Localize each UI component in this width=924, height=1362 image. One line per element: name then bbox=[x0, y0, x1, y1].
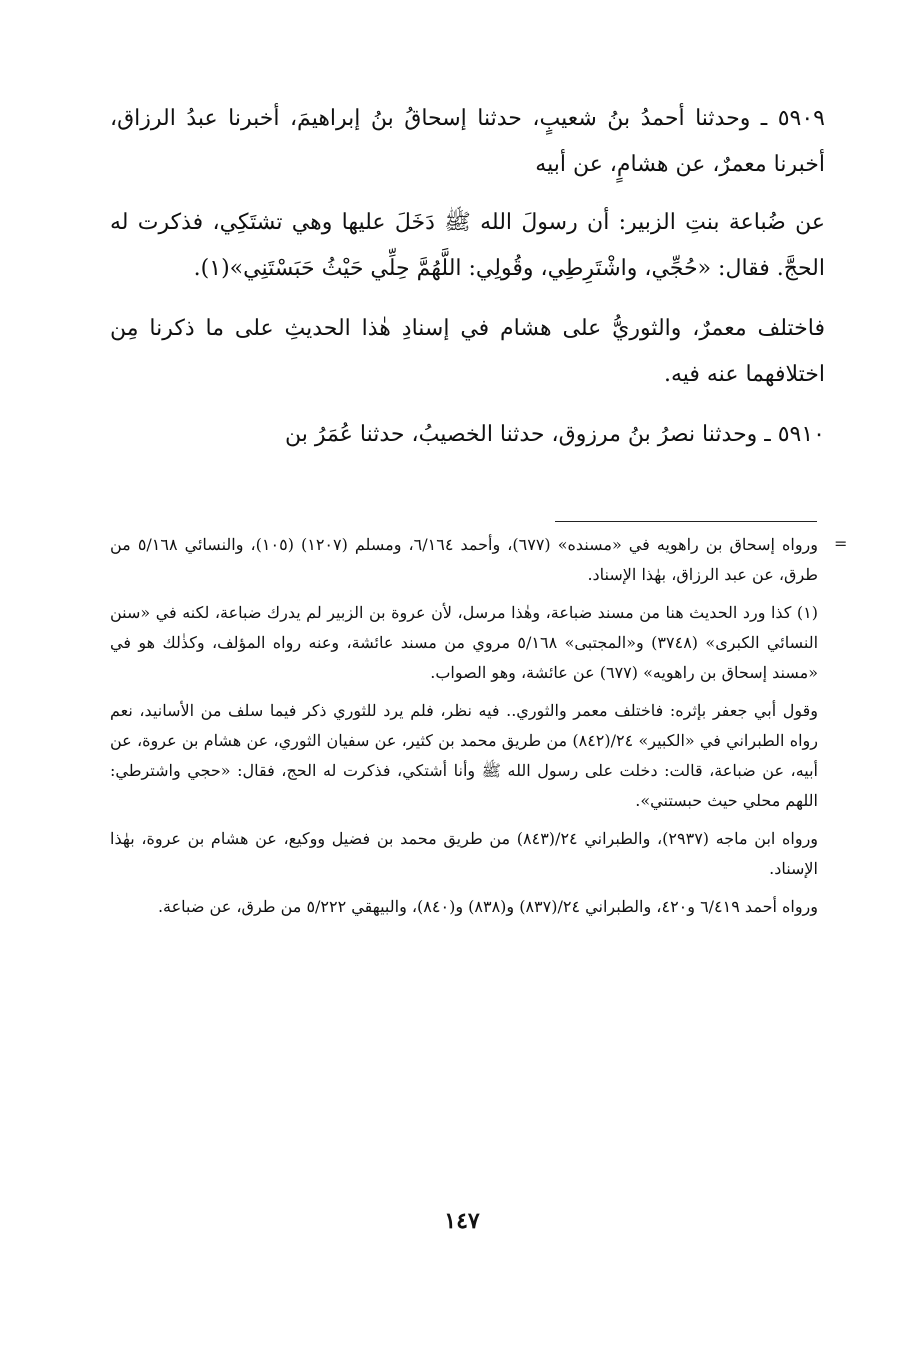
footnote-continuation: ورواه إسحاق بن راهويه في «مسنده» (٦٧٧)، وأحمد ٦/١٦٤، ومسلم (١٢٠٧) (١٠٥)، والنسائي ٥/١٦٨ من طرق، عن عبد الرزاق، بهٰذا الإسناد. bbox=[110, 535, 819, 584]
hadith-5909-matn: عن ضُباعة بنتِ الزبير: أن رسولَ الله ﷺ دَخَلَ عليها وهي تشتَكِي، فذكرت له الحجَّ. فقال: «حُجِّي، واشْتَرِطِي، وقُولِي: اللَّهُمَّ حِلِّي حَيْثُ حَبَسْتَنِي»(١). bbox=[110, 210, 825, 281]
footnote-continuation-marker: = bbox=[834, 534, 848, 553]
footnote-separator bbox=[555, 521, 817, 522]
footnotes bbox=[110, 530, 818, 930]
hadith-5909-isnad: ٥٩٠٩ ـ وحدثنا أحمدُ بنُ شعيبٍ، حدثنا إسحاقُ بنُ إبراهيمَ، أخبرنا عبدُ الرزاق، أخبرنا معمرٌ، عن هشامٍ، عن أبيه bbox=[110, 106, 825, 177]
page-number: ١٤٧ bbox=[444, 1208, 480, 1234]
footnote-1-ahmad: ورواه أحمد ٦/٤١٩ و٤٢٠، والطبراني ٢٤/(٨٣٧) و(٨٣٨) و(٨٤٠)، والبيهقي ٥/٢٢٢ من طرق، عن ضباعة. bbox=[157, 897, 818, 916]
hadith-5910-isnad: ٥٩١٠ ـ وحدثنا نصرُ بنُ مرزوق، حدثنا الخصيبُ، حدثنا عُمَرُ بن bbox=[285, 422, 825, 447]
footnote-1-comment: وقول أبي جعفر بإثره: فاختلف معمر والثوري.. فيه نظر، فلم يرد للثوري ذكر فيما سلف من الأسانيد، نعم رواه الطبراني في «الكبير» ٢٤/(٨٤٢) من طريق محمد بن كثير، عن سفيان الثوري، عن هشام بن عروة، عن أبيه، عن ضباعة، قالت: دخلت على رسول الله ﷺ وأنا أشتكي، فذكرت له الحج، فقال: «حجي واشترطي: اللهم محلي حيث حبستني». bbox=[110, 701, 818, 810]
author-comment: فاختلف معمرٌ، والثوريُّ على هشام في إسنادِ هٰذا الحديثِ على ما ذكرنا مِن اختلافهما عنه فيه. bbox=[110, 316, 825, 387]
footnote-1-ibn-majah: ورواه ابن ماجه (٢٩٣٧)، والطبراني ٢٤/(٨٤٣) من طريق محمد بن فضيل ووكيع، عن هشام بن عروة، بهٰذا الإسناد. bbox=[110, 829, 819, 878]
main-text bbox=[110, 96, 825, 472]
footnote-1: (١) كذا ورد الحديث هنا من مسند ضباعة، وهٰذا مرسل، لأن عروة بن الزبير لم يدرك ضباعة، لكنه في «سنن النسائي الكبرى» (٣٧٤٨) و«المجتبى» ٥/١٦٨ مروي من مسند عائشة، وعنه رواه المؤلف، وكذٰلك هو في «مسند إسحاق بن راهويه» (٦٧٧) عن عائشة، وهو الصواب. bbox=[110, 603, 819, 682]
